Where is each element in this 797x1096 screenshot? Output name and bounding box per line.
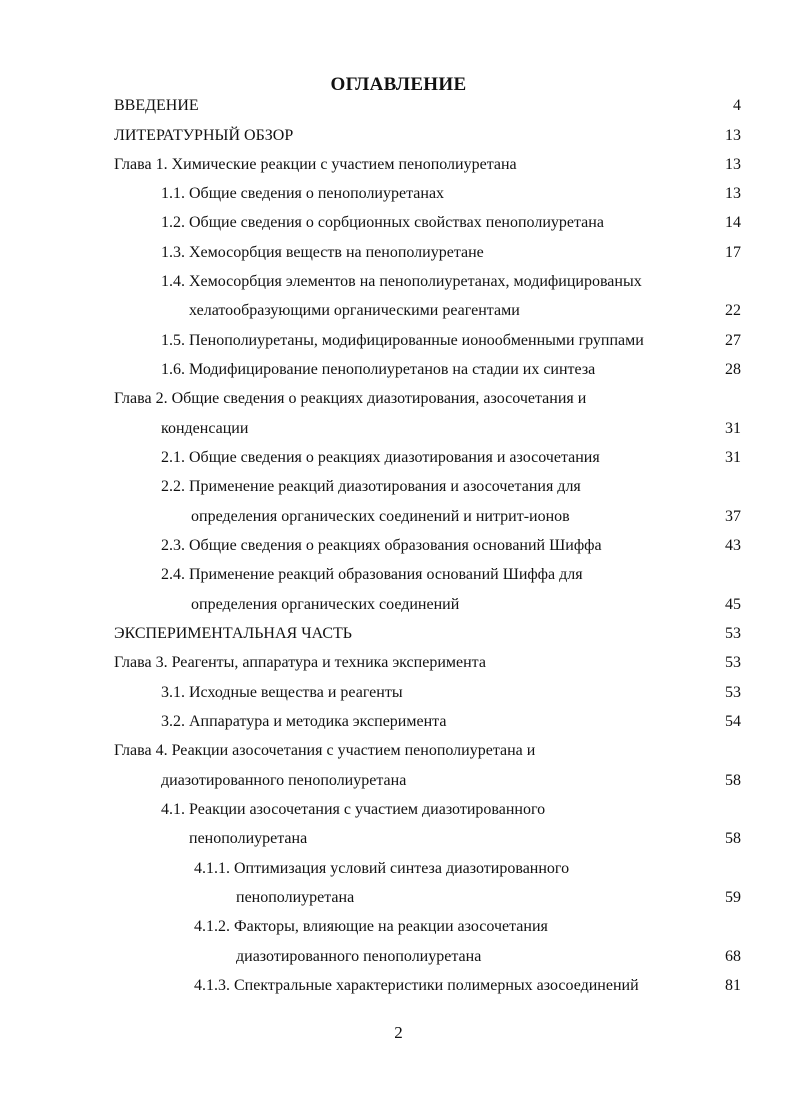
- toc-entry: [0, 358, 797, 382]
- toc-entry-page: 58: [725, 772, 741, 789]
- toc-entry: [0, 299, 797, 323]
- toc-entry: [0, 739, 797, 763]
- toc-entry-text: Глава 2. Общие сведения о реакциях диазотирования, азосочетания и: [114, 390, 587, 407]
- toc-entry-text: пенополиуретана: [189, 830, 308, 847]
- toc-entry: [0, 153, 797, 177]
- toc-entry-text: ЛИТЕРАТУРНЫЙ ОБЗОР: [114, 127, 294, 144]
- toc-entry-page: 54: [725, 713, 741, 730]
- toc-entry: [0, 417, 797, 441]
- toc-entry: [0, 534, 797, 558]
- toc-entry: [0, 124, 797, 148]
- toc-entry-text: 1.6. Модифицирование пенополиуретанов на стадии их синтеза: [161, 361, 596, 378]
- toc-entry-text: определения органических соединений и нитрит-ионов: [191, 508, 570, 525]
- toc-entry: [0, 622, 797, 646]
- toc-entry-text: Глава 3. Реагенты, аппаратура и техника эксперимента: [114, 654, 486, 671]
- toc-entry: [0, 798, 797, 822]
- toc-entry-text: диазотированного пенополиуретана: [236, 948, 482, 965]
- toc-entry: [0, 769, 797, 793]
- toc-entry-text: 3.2. Аппаратура и методика эксперимента: [161, 713, 447, 730]
- toc-entry: [0, 681, 797, 705]
- toc-entry: [0, 211, 797, 235]
- toc-entry: [0, 182, 797, 206]
- toc-entry: [0, 710, 797, 734]
- page-title: ОГЛАВЛЕНИЕ: [330, 74, 467, 95]
- toc-entry-text: 2.4. Применение реакций образования оснований Шиффа для: [161, 566, 583, 583]
- toc-entry-text: 1.2. Общие сведения о сорбционных свойствах пенополиуретана: [161, 214, 604, 231]
- toc-entry: [0, 886, 797, 910]
- page-number: 2: [394, 1023, 403, 1042]
- toc-entry-text: 2.2. Применение реакций диазотирования и азосочетания для: [161, 478, 581, 495]
- toc-entry-page: 37: [725, 508, 741, 525]
- toc-entry: [0, 387, 797, 411]
- toc-entry-text: 3.1. Исходные вещества и реагенты: [161, 684, 403, 701]
- toc-entry-text: конденсации: [161, 420, 249, 437]
- toc-entry-page: 14: [725, 214, 741, 231]
- toc-entry: [0, 446, 797, 470]
- toc-entry-text: 1.3. Хемосорбция веществ на пенополиуретане: [161, 244, 484, 261]
- toc-entry-text: хелатообразующими органическими реагентами: [189, 302, 520, 319]
- toc-entry-text: 1.5. Пенополиуретаны, модифицированные ионообменными группами: [161, 332, 644, 349]
- toc-entry-page: 28: [725, 361, 741, 378]
- toc-entry-text: Глава 1. Химические реакции с участием пенополиуретана: [114, 156, 517, 173]
- toc-entry-page: 31: [725, 420, 741, 437]
- toc-entry-page: 13: [725, 127, 741, 144]
- toc-entry-page: 53: [725, 625, 741, 642]
- toc-entry: [0, 241, 797, 265]
- toc-entry-page: 22: [725, 302, 741, 319]
- toc-entry-text: диазотированного пенополиуретана: [161, 772, 407, 789]
- toc-entry: [0, 915, 797, 939]
- toc-entry-page: 13: [725, 156, 741, 173]
- toc-entry-page: 53: [725, 654, 741, 671]
- toc-entry-text: 1.4. Хемосорбция элементов на пенополиуретанах, модифицированых: [161, 273, 642, 290]
- toc-entry-text: 2.3. Общие сведения о реакциях образования оснований Шиффа: [161, 537, 602, 554]
- toc-entry-page: 43: [725, 537, 741, 554]
- toc-entry-page: 4: [733, 97, 741, 114]
- toc-entry-page: 31: [725, 449, 741, 466]
- toc-entry-page: 17: [725, 244, 741, 261]
- toc-entry-text: 4.1.1. Оптимизация условий синтеза диазотированного: [194, 860, 570, 877]
- toc-entry-page: 13: [725, 185, 741, 202]
- toc-entry: [0, 974, 797, 998]
- toc-entry-text: ВВЕДЕНИЕ: [114, 97, 199, 114]
- toc-entry-text: пенополиуретана: [236, 889, 355, 906]
- toc-entry-page: 58: [725, 830, 741, 847]
- toc-entry: [0, 270, 797, 294]
- toc-entry-text: 4.1.2. Факторы, влияющие на реакции азосочетания: [194, 918, 548, 935]
- toc-entry: [0, 651, 797, 675]
- toc-entry: [0, 329, 797, 353]
- toc-entry-text: 4.1.3. Спектральные характеристики полимерных азосоединений: [194, 977, 639, 994]
- toc-entry: [0, 563, 797, 587]
- toc-entry-text: 4.1. Реакции азосочетания с участием диазотированного: [161, 801, 546, 818]
- toc-entry-page: 68: [725, 948, 741, 965]
- toc-entry-text: ЭКСПЕРИМЕНТАЛЬНАЯ ЧАСТЬ: [114, 625, 352, 642]
- toc-entry-page: 81: [725, 977, 741, 994]
- toc-entry-page: 45: [725, 596, 741, 613]
- toc-entry-page: 27: [725, 332, 741, 349]
- toc-entry-text: определения органических соединений: [191, 596, 460, 613]
- toc-entry-page: 53: [725, 684, 741, 701]
- toc-entry: [0, 593, 797, 617]
- toc-entry: [0, 505, 797, 529]
- toc-entry: [0, 475, 797, 499]
- toc-entry: [0, 945, 797, 969]
- toc-entry: [0, 94, 797, 118]
- toc-entry: [0, 857, 797, 881]
- toc-entry-text: 2.1. Общие сведения о реакциях диазотирования и азосочетания: [161, 449, 600, 466]
- toc-entry-text: Глава 4. Реакции азосочетания с участием пенополиуретана и: [114, 742, 536, 759]
- toc-entry-page: 59: [725, 889, 741, 906]
- toc-entry: [0, 827, 797, 851]
- toc-entry-text: 1.1. Общие сведения о пенополиуретанах: [161, 185, 445, 202]
